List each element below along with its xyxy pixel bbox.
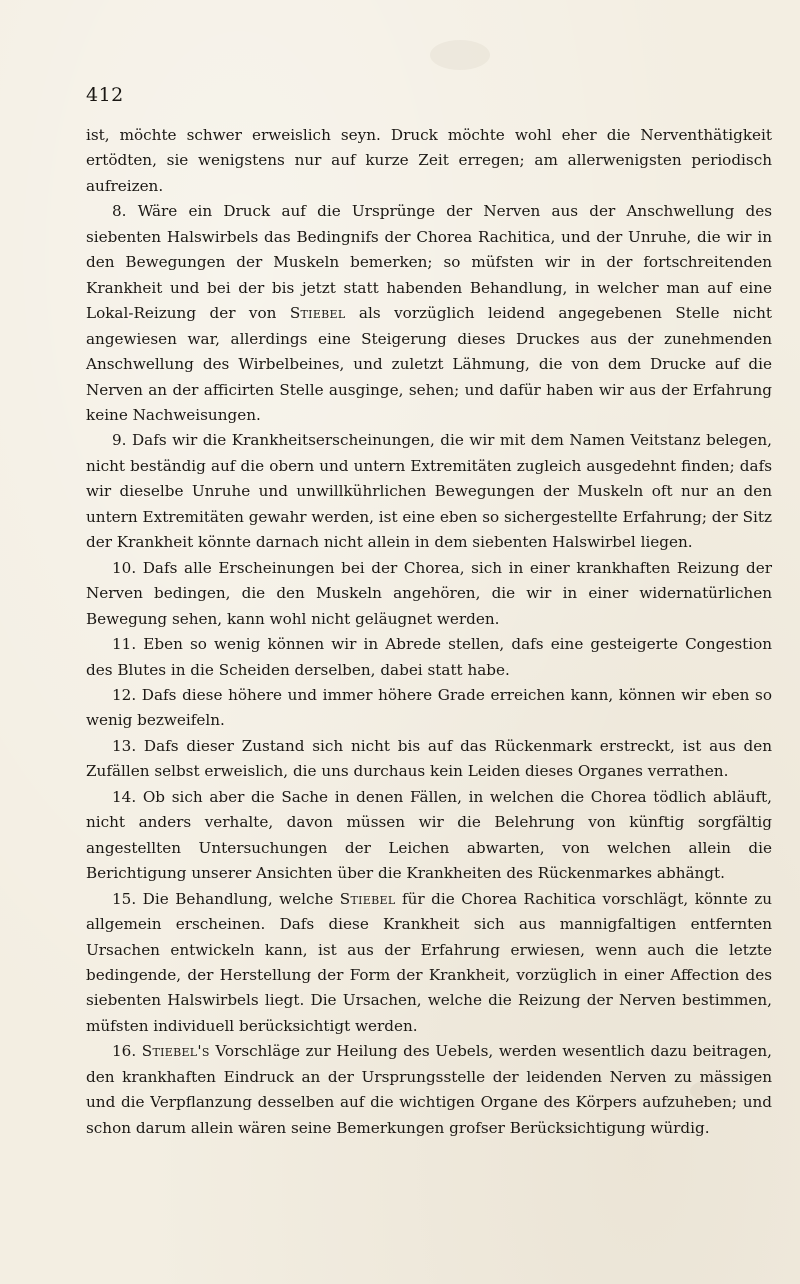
paragraph-8-text-a: 8. Wäre ein Druck auf die Ursprünge der Nerven aus der Anschwellung des siebenten Halswirbels das Bedingnifs der Chorea Rachitica, und der Unruhe, die wir in den Bewegungen der Muskeln bemerken; so müfsten wir in der fortschreitenden Krankheit und bei der bis jetzt statt habenden Behandlung, in welcher man auf eine Lokal-Reizung der von xyxy=(86,202,772,323)
paragraph-10: 10. Dafs alle Erscheinungen bei der Chorea, sich in einer krankhaften Reizung der Nerven bedingen, die den Muskeln angehören, die wir in einer widernatürlichen Bewegung sehen, kann wohl nicht geläugnet werden. xyxy=(86,558,772,628)
author-name-stiebels: Stiebel's xyxy=(141,1042,210,1061)
paragraph-16 xyxy=(86,1039,772,1141)
paragraph-11: 11. Eben so wenig können wir in Abrede stellen, dafs eine gesteigerte Congestion des Blutes in die Scheiden derselben, dabei statt habe. xyxy=(86,635,772,679)
paragraph-15-text-b: für die Chorea Rachitica vorschlägt, könnte zu allgemein erscheinen. Dafs diese Krankheit sich aus mannigfaltigen entfernten Ursachen entwickeln kann, ist aus der Erfahrung erwiesen, wenn auch die letzte bedingende, der Herstellung der Form der Krankheit, vorzüglich in einer Affection des siebenten Halswirbels liegt. Die Ursachen, welche die Reizung der Nerven bestimmen, müfsten individuell berücksichtigt werden. xyxy=(86,889,772,1035)
paragraph-16-text-b: Vorschläge zur Heilung des Uebels, werden wesentlich dazu beitragen, den krankhaften Eindruck an der Ursprungsstelle der leidenden Nerven zu mässigen und die Verpflanzung desselben auf die wichtigen Organe des Körpers aufzuheben; und schon darum allein wären seine Bemerkungen grofser Berücksichtigung würdig. xyxy=(86,1042,772,1137)
paragraph-15-text-a: 15. Die Behandlung, welche xyxy=(112,889,340,908)
paragraph-16-text-a: 16. xyxy=(112,1042,142,1061)
paragraph-12: 12. Dafs diese höhere und immer höhere Grade erreichen kann, können wir eben so wenig bezweifeln. xyxy=(86,685,772,730)
author-name-stiebel: Stiebel xyxy=(339,889,396,908)
page-number: 412 xyxy=(86,84,124,106)
paragraph-15 xyxy=(86,887,772,1040)
paragraph-14: 14. Ob sich aber die Sache in denen Fällen, in welchen die Chorea tödlich abläuft, nicht anders verhalte, davon müssen wir die Belehrung von künftig sorgfältig angestellten Untersuchungen der Leichen abwarten, von welchen allein die Berichtigung unserer Ansichten über die Krankheiten des Rückenmarkes abhängt. xyxy=(86,787,772,883)
paragraph-8-text-b: als vorzüglich leidend angegebenen Stelle nicht angewiesen war, allerdings eine Steigerung dieses Druckes aus der zunehmenden Anschwellung des Wirbelbeines, und zuletzt Lähmung, die von dem Drucke auf die Nerven an der afficirten Stelle ausginge, sehen; und dafür haben wir aus der Erfahrung keine Nachweisungen. xyxy=(86,304,772,424)
body-text xyxy=(86,123,772,1141)
paragraph-9: 9. Dafs wir die Krankheitserscheinungen, die wir mit dem Namen Veitstanz belegen, nicht beständig auf die obern und untern Extremitäten zugleich ausgedehnt finden; dafs wir dieselbe Unruhe und unwillkührlichen Bewegungen der Muskeln oft nur an den untern Extremitäten gewahr werden, ist eine eben so sichergestellte Erfahrung; der Sitz der Krankheit könnte darnach nicht allein in dem siebenten Halswirbel liegen. xyxy=(86,431,772,552)
paragraph-continuation: ist, möchte schwer erweislich seyn. Druck möchte wohl eher die Nerventhätigkeit ertödten, sie wenigstens nur auf kurze Zeit erregen; am allerwenigsten periodisch aufreizen. xyxy=(86,126,772,195)
author-name-stiebel: Stiebel xyxy=(289,304,346,323)
paper-stain xyxy=(430,40,490,70)
paragraph-8 xyxy=(86,199,772,428)
paragraph-13: 13. Dafs dieser Zustand sich nicht bis auf das Rückenmark erstreckt, ist aus den Zufällen selbst erweislich, die uns durchaus kein Leiden dieses Organes verrathen. xyxy=(86,736,772,781)
